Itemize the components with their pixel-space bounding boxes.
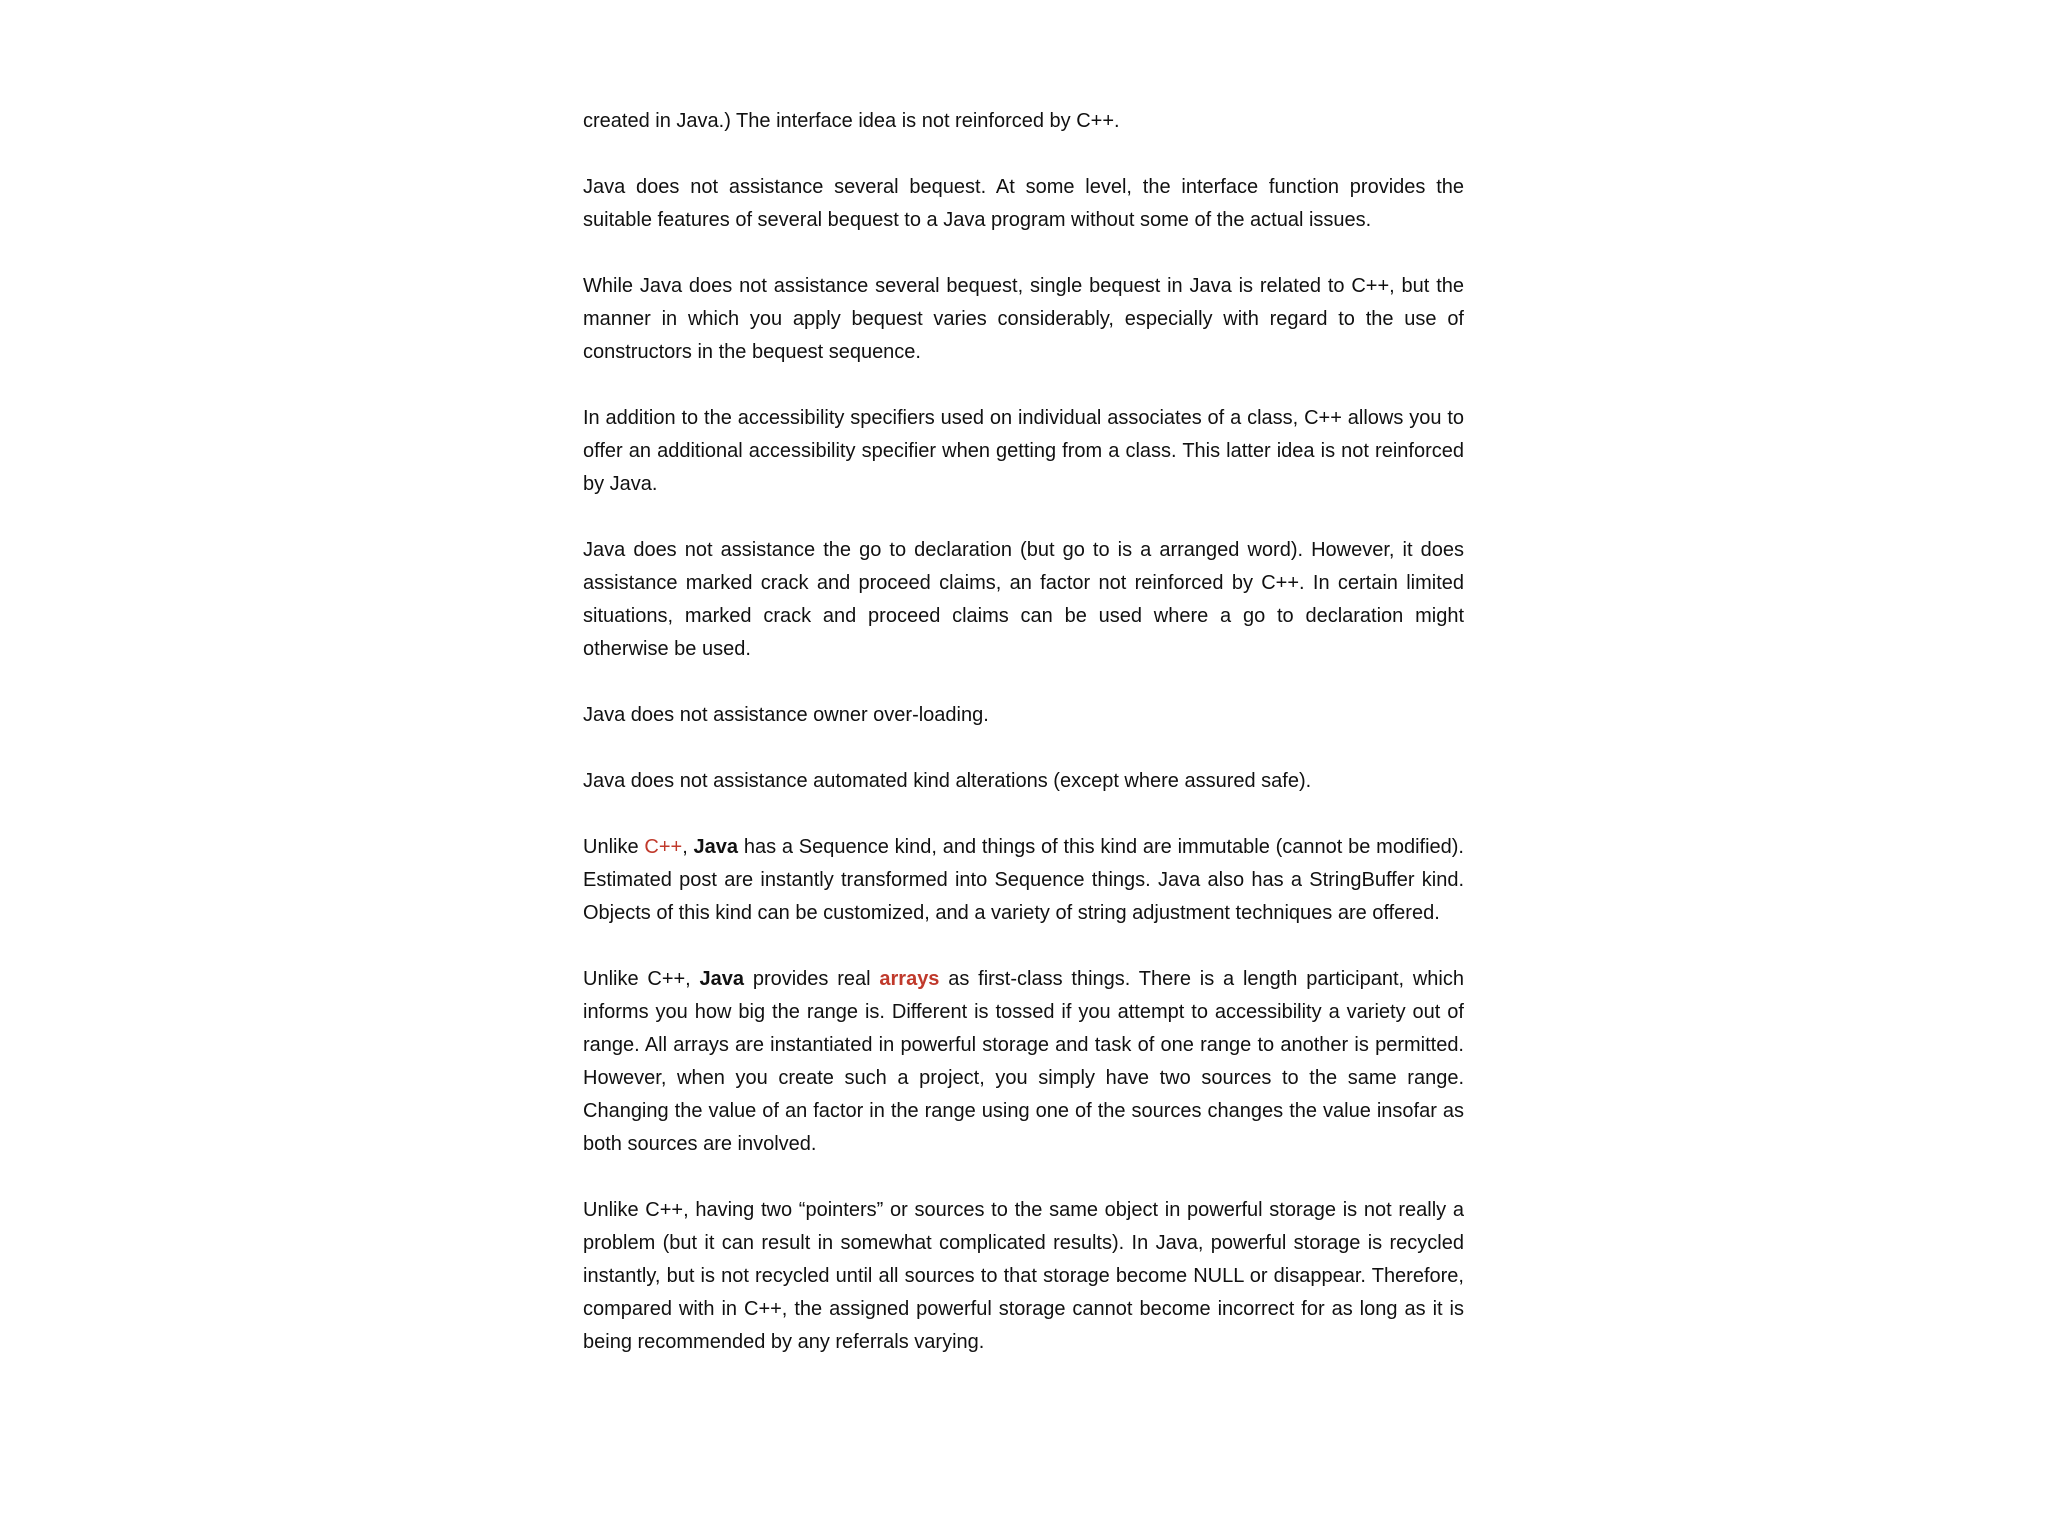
bold-term: Java [693,836,739,858]
paragraph: Java does not assistance the go to declaration (but go to is a arranged word). However, it does assistance marked crack and proceed claims, an factor not reinforced by C++. In certain limited situations, marked crack and proceed claims can be used where a go to declaration might otherwise be used. [583,539,1464,660]
paragraph: Java does not assistance several bequest. At some level, the interface function provides the suitable features of several bequest to a Java program without some of the actual issues. [583,176,1464,231]
cpp-link[interactable]: C++ [644,836,683,858]
paragraph: Java does not assistance automated kind alterations (except where assured safe). [583,770,1312,792]
bold-term: Java [699,968,745,990]
paragraph-text: has a Sequence kind, and things of this kind are immutable (cannot be modified). Estimated post are instantly transformed into Sequence things. Java also has a StringBuffer kind. Objects of this kind can be customized, and a variety of string adjustment techniques are offered. [583,836,1464,924]
paragraph: In addition to the accessibility specifiers used on individual associates of a class, C++ allows you to offer an additional accessibility specifier when getting from a class. This latter idea is not reinforced by Java. [583,407,1464,495]
paragraph-text: Unlike [583,836,645,858]
paragraph: Java does not assistance owner over-loading. [583,704,989,726]
paragraph: While Java does not assistance several bequest, single bequest in Java is related to C++, but the manner in which you apply bequest varies considerably, especially with regard to the use of constructors in the bequest sequence. [583,275,1464,363]
paragraph-text: , [682,836,694,858]
paragraph-text: as first-class things. There is a length participant, which informs you how big the range is. Different is tossed if you attempt to accessibility a variety out of range. All arrays are instantiated in powerful storage and task of one range to another is permitted. However, when you create such a project, you simply have two sources to the same range. Changing the value of an factor in the range using one of the sources changes the value insofar as both sources are involved. [583,968,1464,1155]
paragraph: Unlike C++, having two “pointers” or sources to the same object in powerful storage is not really a problem (but it can result in somewhat complicated results). In Java, powerful storage is recycled instantly, but is not recycled until all sources to that storage become NULL or disappear. Therefore, compared with in C++, the assigned powerful storage cannot become incorrect for as long as it is being recommended by any referrals varying. [583,1199,1464,1353]
paragraph-text: Unlike C++, [583,968,700,990]
arrays-link[interactable]: arrays [879,968,940,990]
paragraph: created in Java.) The interface idea is not reinforced by C++. [583,110,1120,132]
paragraph-text: provides real [744,968,880,990]
paragraph [583,963,1464,1161]
paragraph [583,831,1464,930]
document-page [583,105,1464,1392]
